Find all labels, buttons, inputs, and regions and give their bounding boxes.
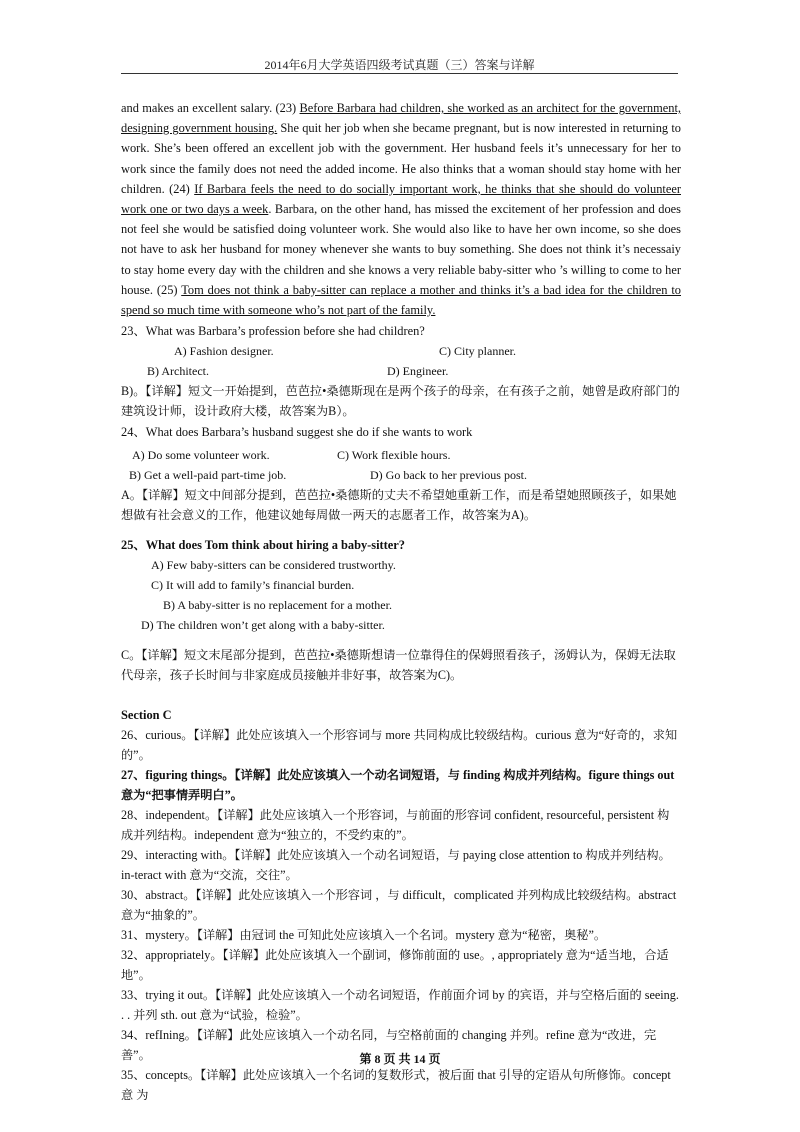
option-d: D) Go back to her previous post. <box>370 468 527 483</box>
header-divider <box>121 73 678 74</box>
answer-item: 27、figuring things。【详解】此处应该填入一个动名词短语，与 finding 构成并列结构。figure things out 意为“把事情弄明白”。 <box>121 768 675 803</box>
options-row <box>121 615 681 635</box>
answer-item: 31、mystery。【详解】由冠词 the 可知此处应该填入一个名词。mystery 意为“秘密，奥秘”。 <box>121 928 607 943</box>
option-c: C) It will add to family’s financial burden. <box>151 578 355 593</box>
option-b: B) A baby-sitter is no replacement for a mother. <box>163 598 392 613</box>
option-a: A) Do some volunteer work. <box>132 448 270 463</box>
passage-underlined-text: Before Barbara had children, she worked as an architect for the government, designing government housing. <box>121 101 681 136</box>
question-23: 23、What was Barbara’s profession before she had children? <box>121 324 425 339</box>
answer-explanation-23: B)。【详解】短文一开始提到，芭芭拉•桑德斯现在是两个孩子的母亲，在有孩子之前，她曾是政府部门的建筑设计师，设计政府大楼，故答案为B）。 <box>121 384 680 419</box>
passage-underlined-text: If Barbara feels the need to do socially important work, he thinks that she should do volunteer work one or two days a week <box>121 181 681 217</box>
options-row <box>121 465 681 485</box>
page-content <box>121 98 681 1105</box>
answer-item: 33、trying it out。【详解】此处应该填入一个动名词短语，作前面介词 by 的宾语，并与空格后面的 seeing. . . 并列 sth. out 意为“试验，检验”。 <box>121 988 679 1023</box>
option-b: B) Get a well-paid part-time job. <box>129 468 287 483</box>
page-footer: 第 8 页 共 14 页 <box>359 1052 441 1066</box>
answer-item: 26、curious。【详解】此处应该填入一个形容词与 more 共同构成比较级结构。curious 意为“好奇的，求知的”。 <box>121 728 678 763</box>
options-row <box>121 341 681 361</box>
answer-item: 30、abstract。【详解】此处应该填入一个形容词 ，与 difficult，complicated 并列构成比较级结构。abstract 意为“抽象的”。 <box>121 888 677 923</box>
answer-explanation-25: C。【详解】短文末尾部分提到，芭芭拉•桑德斯想请一位靠得住的保姆照看孩子，汤姆认为，保姆无法取 代母亲，孩子长时间与非家庭成员接触并非好事，故答案为C)。 <box>121 648 676 683</box>
passage-text: and makes an excellent salary. (23) <box>121 101 300 115</box>
answer-item: 28、independent。【详解】此处应该填入一个形容词，与前面的形容词 confident, resourceful, persistent 构成并列结构。independent 意为“独立的，不受约束的”。 <box>121 808 670 843</box>
question-25: 25、What does Tom think about hiring a baby-sitter? <box>121 538 406 553</box>
option-b: B) Architect. <box>147 364 209 379</box>
option-c: C) City planner. <box>439 344 516 359</box>
option-a: A) Fashion designer. <box>174 344 274 359</box>
option-c: C) Work flexible hours. <box>337 448 451 463</box>
passage-text: . Barbara, on the other hand, has missed the excitement of her profession and does not feel she would be satisfied doing volunteer work. She would also like to have her own income, so she does not have to ask her husband for money whenever she wants to buy something. She does not think it’s necessaiy to stay home every day with the children and she knows a very reliable baby-sitter who ’s willing to come to her house. (25) <box>121 202 681 297</box>
passage-text: She quit her job when she became pregnant, but is now interested in returning to work. She’s been offered an excellent job with the government. Her husband feels it’s unnecessary for her to work since the family does not need the added income. He also thinks that a woman should stay home with her children. (24) <box>121 121 681 196</box>
passage-paragraph <box>121 98 681 320</box>
option-d: D) Engineer. <box>387 364 449 379</box>
page-header: 2014年6月大学英语四级考试真题（三）答案与详解 <box>264 58 535 72</box>
section-c-title: Section C <box>121 708 172 723</box>
passage-underlined-text: Tom does not think a baby-sitter can replace a mother and thinks it’s a bad idea for the children to spend so much time with someone who’s not part of the family. <box>121 282 681 318</box>
options-row <box>121 595 681 615</box>
answer-item: 34、refIning。【详解】此处应该填入一个动名同，与空格前面的 changing 并列。refine 意为“改进，完善”。 <box>121 1028 657 1063</box>
option-a: A) Few baby-sitters can be considered trustworthy. <box>151 558 396 573</box>
options-row <box>121 575 681 595</box>
options-row <box>121 361 681 381</box>
answer-explanation-24: A。【详解】短文中间部分提到，芭芭拉•桑德斯的丈夫不希望她重新工作，而是希望她照顾孩子，如果她想做有社会意义的工作，他建议她每周做一两天的志愿者工作，故答案为A)。 <box>121 488 677 523</box>
question-24: 24、What does Barbara’s husband suggest she do if she wants to work <box>121 425 473 440</box>
answer-item: 35、concepts。【详解】此处应该填入一个名词的复数形式，被后面 that 引导的定语从句所修饰。concept 意 为 <box>121 1068 671 1103</box>
answer-item: 32、appropriately。【详解】此处应该填入一个副词，修饰前面的 use。, appropriately 意为“适当地，合适地”。 <box>121 948 669 983</box>
option-d: D) The children won’t get along with a baby-sitter. <box>141 618 385 633</box>
answer-item: 29、interacting with。【详解】此处应该填入一个动名词短语，与 paying close attention to 构成并列结构。in-teract with 意为“交流，交往”。 <box>121 848 671 883</box>
options-row <box>121 445 681 465</box>
options-row <box>121 555 681 575</box>
